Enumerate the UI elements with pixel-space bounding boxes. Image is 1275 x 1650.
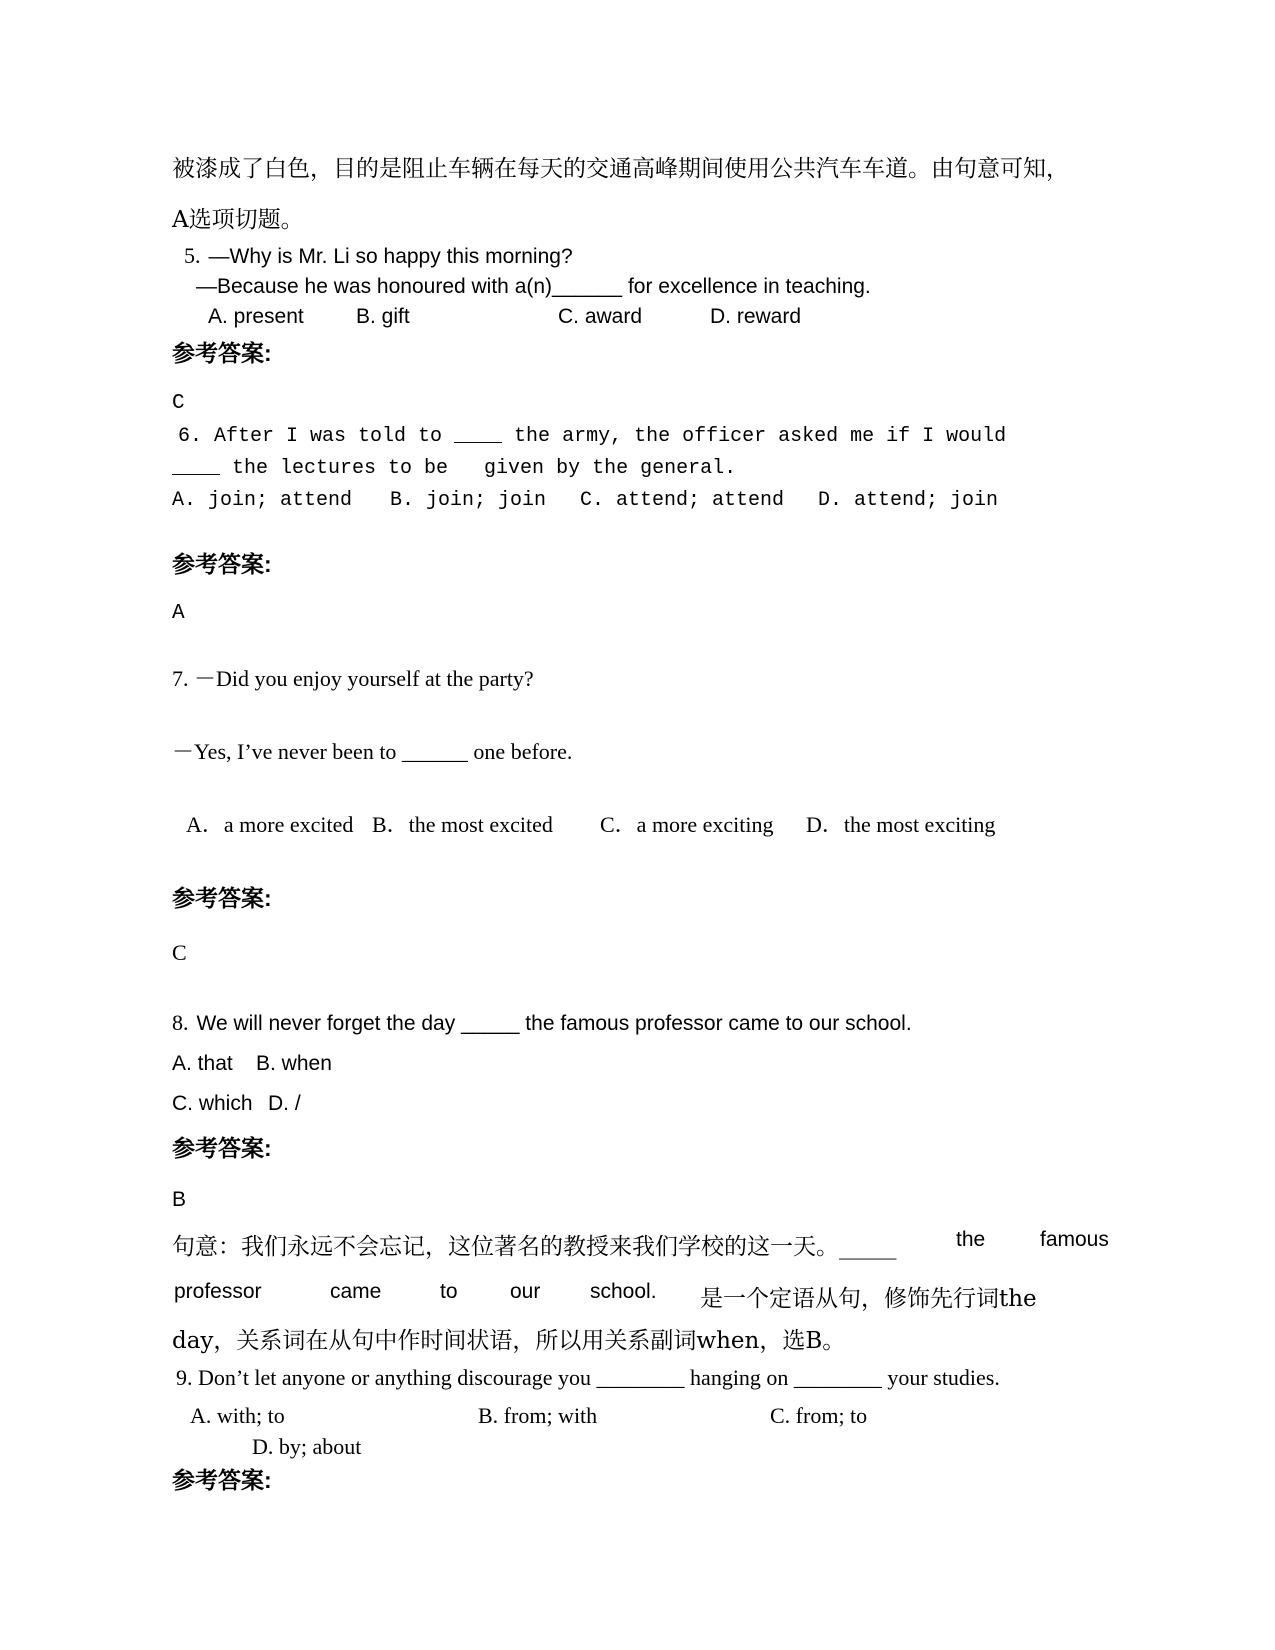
q8-explanation-word-school: school. xyxy=(590,1280,657,1303)
question-7-line1: 7. －Did you enjoy yourself at the party? xyxy=(172,666,534,691)
question-8-number: 8. xyxy=(172,1010,189,1035)
question-6-option-d: D. attend; join xyxy=(818,489,999,512)
question-7-option-d: D．the most exciting xyxy=(806,812,996,837)
question-6-option-a: A. join; attend xyxy=(172,489,353,512)
q8-explanation-line2-cn: 是一个定语从句，修饰先行词the xyxy=(700,1286,1037,1312)
q8-explanation-line3: day，关系词在从句中作时间状语，所以用关系副词when，选B。 xyxy=(172,1328,846,1354)
answer-q5: C xyxy=(172,392,185,415)
question-9-option-a: A. with; to xyxy=(190,1403,285,1428)
q4-explanation-line1: 被漆成了白色，目的是阻止车辆在每天的交通高峰期间使用公共汽车车道。由句意可知， xyxy=(172,156,1069,182)
q8-explanation-word-professor: professor xyxy=(174,1280,262,1303)
question-9-option-d: D. by; about xyxy=(252,1434,362,1459)
answer-heading-q5: 参考答案: xyxy=(172,340,272,366)
question-5-line1 xyxy=(184,243,573,269)
question-5-text: —Why is Mr. Li so happy this morning? xyxy=(208,245,573,268)
question-6-line1: 6. After I was told to ____ the army, the officer asked me if I would xyxy=(166,425,1007,448)
q8-explanation-word-our: our xyxy=(510,1280,541,1303)
question-9-option-c: C. from; to xyxy=(770,1403,868,1428)
q8-explanation-line1-word-the: the xyxy=(956,1228,986,1251)
answer-q8: B xyxy=(172,1188,187,1211)
question-5-option-c: C. award xyxy=(558,305,643,328)
q8-explanation-line1-cn: 句意：我们永远不会忘记，这位著名的教授来我们学校的这一天。_____ xyxy=(172,1234,897,1260)
question-5-option-b: B. gift xyxy=(356,305,410,328)
question-9-line1: 9. Don’t let anyone or anything discourage you ________ hanging on ________ your studies. xyxy=(176,1365,1000,1390)
question-6-option-c: C. attend; attend xyxy=(580,489,785,512)
question-7-option-a: A．a more excited xyxy=(186,812,354,837)
question-7-line2: －Yes, I’ve never been to ______ one before. xyxy=(172,739,573,764)
q8-explanation-word-came: came xyxy=(330,1280,382,1303)
q4-explanation-line2: A选项切题。 xyxy=(172,207,304,233)
question-8-text: We will never forget the day _____ the famous professor came to our school. xyxy=(196,1012,912,1035)
question-5-line2: —Because he was honoured with a(n)______ for excellence in teaching. xyxy=(196,275,871,298)
answer-heading-q7: 参考答案: xyxy=(172,885,272,911)
q8-explanation-word-to: to xyxy=(440,1280,458,1303)
question-6-line2: ____ the lectures to be given by the general. xyxy=(172,457,737,480)
answer-q7: C xyxy=(172,940,187,965)
question-8-option-d: D. / xyxy=(268,1092,301,1115)
question-8-option-c: C. which xyxy=(172,1092,253,1115)
question-7-option-b: B．the most excited xyxy=(372,812,553,837)
question-9-option-b: B. from; with xyxy=(478,1403,598,1428)
question-8-line1 xyxy=(172,1010,912,1036)
question-5-number: 5. xyxy=(184,243,201,268)
question-6-option-b: B. join; join xyxy=(390,489,547,512)
answer-q6: A xyxy=(172,602,185,625)
q8-explanation-line1-word-famous: famous xyxy=(1040,1228,1109,1251)
question-5-option-d: D. reward xyxy=(710,305,802,328)
question-8-option-b: B. when xyxy=(256,1052,332,1075)
answer-heading-q9: 参考答案: xyxy=(172,1467,272,1493)
answer-heading-q6: 参考答案: xyxy=(172,551,272,577)
question-7-option-c: C．a more exciting xyxy=(600,812,774,837)
question-5-option-a: A. present xyxy=(208,305,304,328)
question-6-options xyxy=(0,489,1275,597)
question-8-option-a: A. that xyxy=(172,1052,233,1075)
answer-heading-q8: 参考答案: xyxy=(172,1135,272,1161)
